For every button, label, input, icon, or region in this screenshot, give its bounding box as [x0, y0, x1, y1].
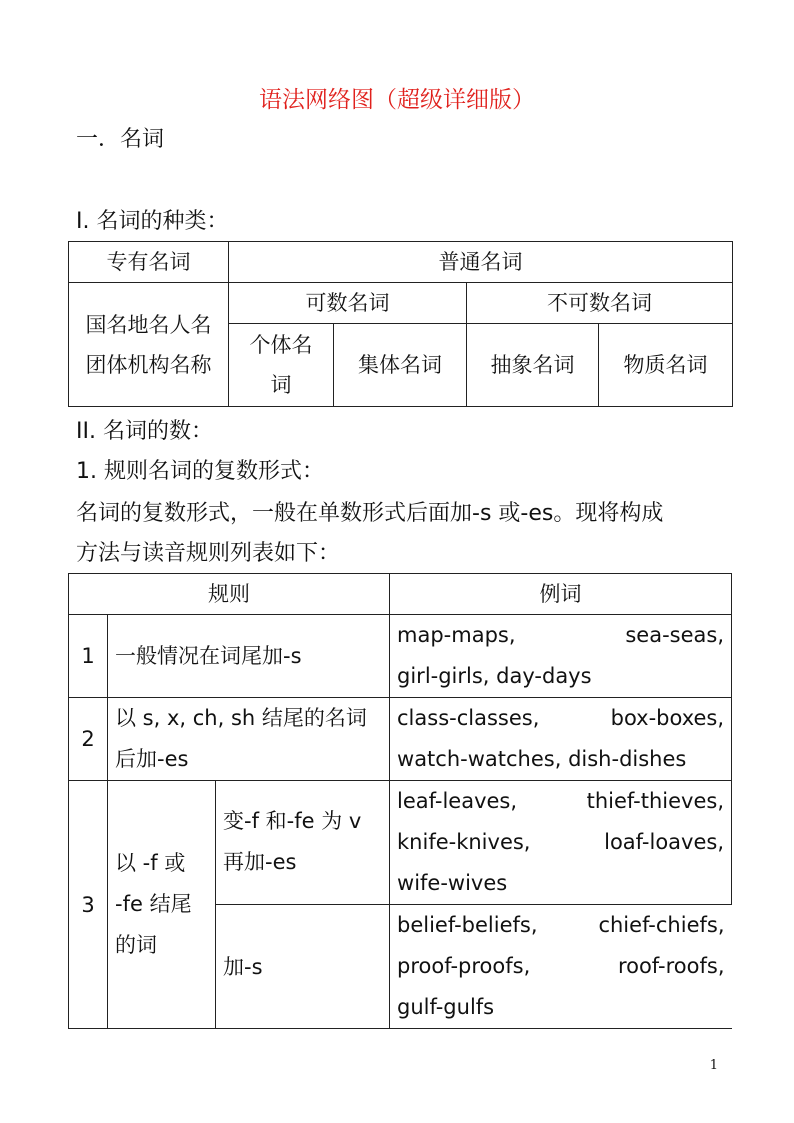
subheading-noun-number: II. 名词的数：	[76, 419, 213, 444]
rule-line: 以 -f 或	[115, 851, 186, 875]
example-header: 例词	[390, 574, 732, 615]
page-number: 1	[709, 1058, 718, 1073]
example-line	[397, 781, 724, 822]
example-cell	[390, 781, 732, 905]
example-line: gulf-gulfs	[397, 995, 495, 1019]
rule-cell	[108, 698, 390, 781]
example-line	[397, 822, 724, 863]
proper-examples-line: 团体机构名称	[85, 352, 212, 377]
example-cell	[390, 905, 732, 1029]
example-word: leaf-leaves,	[397, 789, 518, 813]
individual-noun-cell	[229, 324, 334, 407]
example-word: chief-chiefs,	[598, 913, 725, 937]
rule-line: 的词	[115, 933, 157, 957]
uncountable-noun-header: 不可数名词	[467, 283, 733, 324]
common-noun-header: 普通名词	[229, 242, 733, 283]
rule-line: -fe 结尾	[115, 892, 192, 916]
example-word: class-classes,	[397, 706, 540, 730]
row-number: 2	[69, 698, 108, 781]
paragraph-line: 方法与读音规则列表如下：	[76, 541, 341, 566]
subheading-noun-types: I. 名词的种类：	[76, 209, 229, 234]
example-word: sea-seas,	[625, 623, 725, 647]
example-word: roof-roofs,	[617, 954, 725, 978]
row-number: 1	[69, 615, 108, 698]
rule-line: 后加-es	[115, 747, 189, 771]
row-number: 3	[69, 781, 108, 1029]
example-line	[397, 698, 724, 739]
example-word: belief-beliefs,	[397, 913, 538, 937]
rule-main-cell	[108, 781, 216, 1029]
example-word: box-boxes,	[610, 706, 725, 730]
material-noun-cell: 物质名词	[599, 324, 733, 407]
example-line: watch-watches, dish-dishes	[397, 747, 687, 771]
example-word: proof-proofs,	[397, 954, 531, 978]
example-line	[397, 615, 724, 656]
subheading-regular-plural: 1. 规则名词的复数形式：	[76, 459, 324, 484]
individual-line: 词	[270, 373, 292, 397]
proper-noun-examples	[69, 283, 229, 407]
example-line	[397, 946, 725, 987]
plural-rules-table	[68, 573, 732, 1029]
example-word: map-maps,	[397, 623, 516, 647]
sub-rule-cell	[216, 781, 390, 905]
countable-noun-header: 可数名词	[229, 283, 467, 324]
proper-noun-header: 专有名词	[69, 242, 229, 283]
example-cell	[390, 615, 732, 698]
document-title: 语法网络图（超级详细版）	[259, 87, 535, 113]
sub-rule-cell: 加-s	[216, 905, 390, 1029]
rule-header: 规则	[69, 574, 390, 615]
example-word: knife-knives,	[397, 830, 531, 854]
rule-line: 变-f 和-fe 为 v	[223, 809, 362, 833]
proper-examples-line: 国名地名人名	[85, 312, 212, 337]
rule-line: 再加-es	[223, 850, 297, 874]
example-line: wife-wives	[397, 871, 508, 895]
rule-cell: 一般情况在词尾加-s	[108, 615, 390, 698]
collective-noun-cell: 集体名词	[334, 324, 467, 407]
example-line: girl-girls, day-days	[397, 664, 592, 688]
example-line	[397, 905, 725, 946]
abstract-noun-cell: 抽象名词	[467, 324, 599, 407]
example-word: loaf-loaves,	[604, 830, 725, 854]
example-cell	[390, 698, 732, 781]
example-word: thief-thieves,	[586, 789, 725, 813]
rule-line: 以 s, x, ch, sh 结尾的名词	[115, 706, 367, 730]
individual-line: 个体名	[249, 333, 313, 357]
noun-types-table	[68, 241, 733, 407]
section-heading-nouns: 一．名词	[76, 127, 165, 152]
paragraph-line: 名词的复数形式，一般在单数形式后面加-s 或-es。现将构成	[76, 501, 664, 526]
